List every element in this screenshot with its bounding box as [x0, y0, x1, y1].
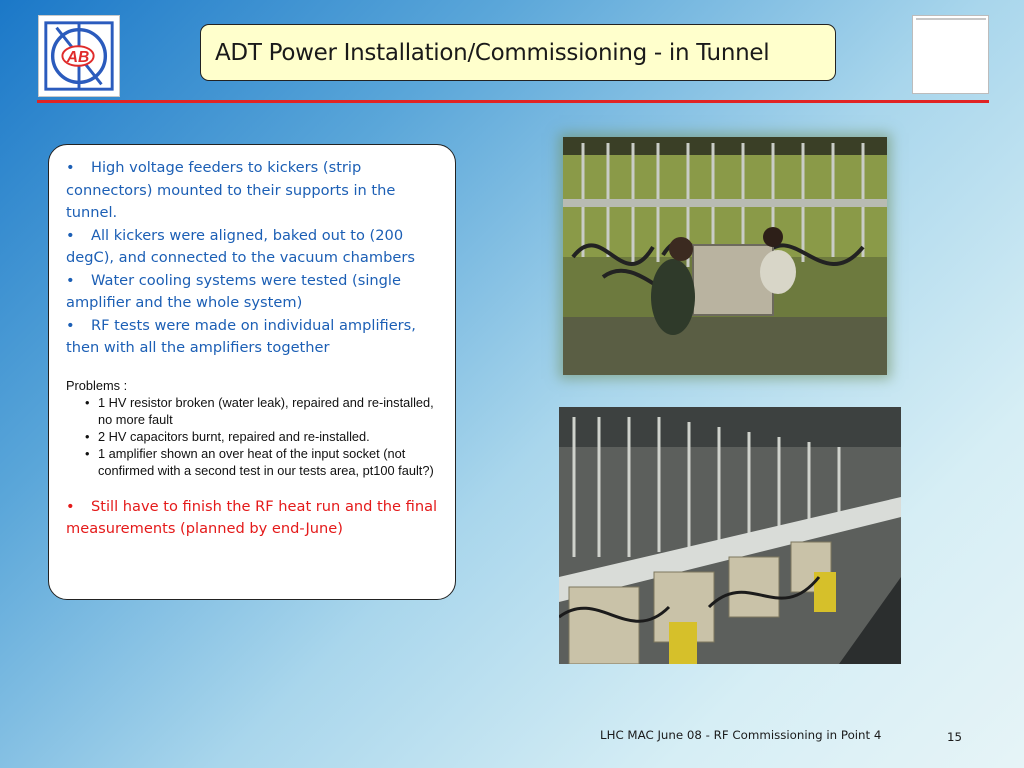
bullet-marker: •	[66, 226, 75, 244]
problem-marker: •	[85, 394, 90, 410]
title-box	[200, 24, 836, 81]
bullet-marker: •	[66, 497, 75, 515]
ab-logo	[38, 15, 120, 97]
problem-marker: •	[85, 445, 90, 461]
bullet-text: High voltage feeders to kickers (strip connectors) mounted to their supports in the tunnel.	[66, 159, 396, 221]
problem-text: 1 amplifier shown an over heat of the input socket (not confirmed with a second test in our tests area, pt100 fault?)	[98, 445, 434, 478]
page-title: ADT Power Installation/Commissioning - in Tunnel	[215, 39, 770, 66]
problems-list	[66, 394, 443, 479]
problem-text: 2 HV capacitors burnt, repaired and re-installed.	[98, 428, 370, 444]
bullet-text: All kickers were aligned, baked out to (200 degC), and connected to the vacuum chambers	[66, 226, 415, 266]
bullet-item	[66, 225, 443, 270]
photo-tunnel-amplifiers	[559, 407, 901, 664]
ab-logo-icon	[39, 16, 119, 96]
footer-text: LHC MAC June 08 - RF Commissioning in Point 4	[600, 728, 882, 742]
content-box	[48, 144, 456, 600]
problem-marker: •	[85, 428, 90, 444]
problem-item	[66, 428, 443, 445]
bullet-item	[66, 270, 443, 315]
bullet-marker: •	[66, 316, 75, 334]
bullet-marker: •	[66, 271, 75, 289]
thumbnail-bar	[916, 18, 986, 20]
problem-item	[66, 394, 443, 428]
bullet-marker: •	[66, 159, 75, 176]
problem-text: 1 HV resistor broken (water leak), repaired and re-installed, no more fault	[98, 394, 434, 427]
final-bullet-text: Still have to finish the RF heat run and the final measurements (planned by end-June)	[66, 497, 438, 537]
photo-tunnel-amplifiers-image	[559, 407, 901, 664]
bullet-text: RF tests were made on individual amplifiers, then with all the amplifiers together	[66, 316, 416, 356]
photo-technicians-image	[563, 137, 887, 375]
problem-item	[66, 445, 443, 479]
page-number: 15	[947, 730, 963, 744]
bullet-item	[66, 157, 443, 225]
slide-thumbnail	[912, 15, 989, 94]
final-bullet	[66, 496, 443, 541]
problems-label: Problems :	[66, 377, 128, 393]
bullet-text: Water cooling systems were tested (single amplifier and the whole system)	[66, 271, 401, 311]
photo-technicians	[563, 137, 887, 375]
header-divider	[37, 100, 989, 103]
logo-text: AB	[66, 48, 90, 66]
bullet-item	[66, 315, 443, 360]
main-bullet-list	[66, 157, 443, 360]
